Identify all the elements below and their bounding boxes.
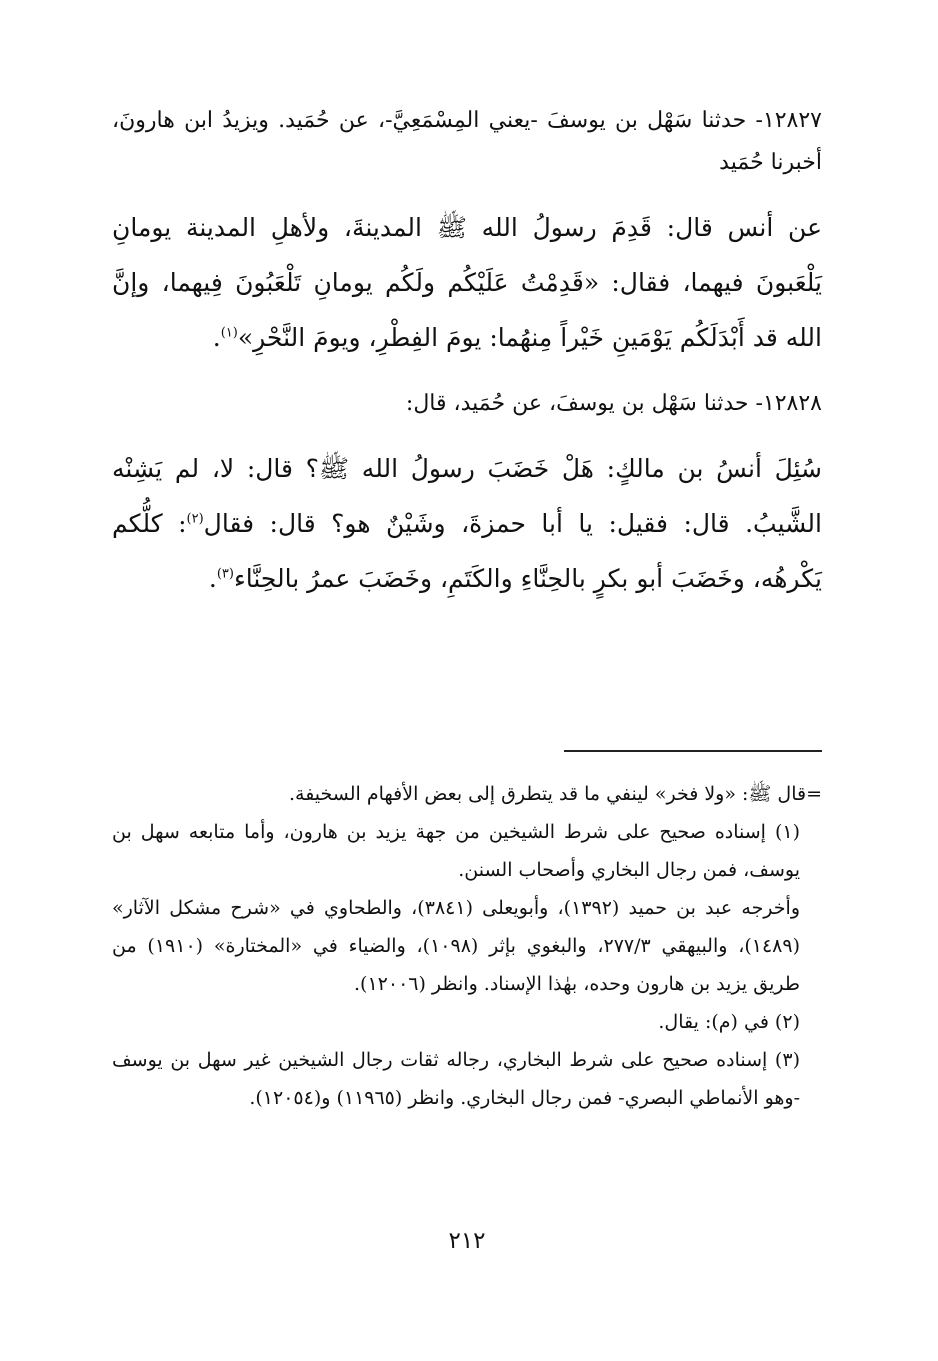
hadith-12827-isnad: ١٢٨٢٧- حدثنا سَهْل بن يوسفَ -يعني المِسْمَعِيَّ-، عن حُمَيد. ويزيدُ ابن هارونَ، أخبرنا حُمَيد <box>112 108 822 175</box>
footnote-separator <box>564 750 822 752</box>
footnote-continued: =قال ﷺ: «ولا فخر» لينفي ما قد يتطرق إلى بعض الأفهام السخيفة. <box>288 783 822 805</box>
hadith-12828-text <box>112 441 822 606</box>
hadith-12828-isnad: ١٢٨٢٨- حدثنا سَهْل بن يوسفَ، عن حُمَيد، قال: <box>405 391 822 416</box>
hadith-12827-end: . <box>212 323 221 352</box>
footnote-ref-1: (١) <box>220 325 238 341</box>
hadith-12827-matn: عن أنس قال: قَدِمَ رسولُ الله ﷺ المدينةَ، ولأهلِ المدينة يومانِ يَلْعَبونَ فيهما، فقال: «قَدِمْتُ عَلَيْكُم ولَكُم يومانِ تَلْعَبُونَ فِيهما، وإنَّ الله قد أَبْدَلَكُم يَوْمَينِ خَيْراً مِنهُما: يومَ الفِطْرِ، ويومَ النَّحْرِ» <box>112 213 822 352</box>
hadith-12827-text <box>112 200 822 365</box>
hadith-12828-end: . <box>208 564 217 593</box>
book-page <box>112 100 822 1340</box>
page-number: ٢١٢ <box>448 1228 486 1254</box>
footnote-3: (٣) إسناده صحيح على شرط البخاري، رجاله ثقات رجال الشيخين غير سهل بن يوسف -وهو الأنماطي البصري- فمن رجال البخاري. وانظر (١١٩٦٥) و(١٢٠٥٤). <box>112 1049 800 1109</box>
hadith-12828-matn-part1: سُئِلَ أنسُ بن مالكٍ: هَلْ خَضَبَ رسولُ الله ﷺ؟ قال: لا، لم يَشِنْه الشَّيبُ. قال: فقيل: يا أبا حمزةَ، وشَيْنٌ هو؟ قال: فقال <box>112 454 822 538</box>
footnote-ref-3: (٣) <box>216 566 234 582</box>
footnote-1: (١) إسناده صحيح على شرط الشيخين من جهة يزيد بن هارون، وأما متابعه سهل بن يوسف، فمن رجال البخاري وأصحاب السنن. <box>112 821 800 881</box>
footnotes <box>112 775 822 1117</box>
footnote-2: (٢) في (م): يقال. <box>658 1011 800 1033</box>
hadith-12828-matn-part2: : كلُّكم يَكْرهُه، وخَضَبَ أبو بكرٍ بالحِنَّاءِ والكَتَمِ، وخَضَبَ عمرُ بالحِنَّاء <box>112 509 822 593</box>
footnote-1-continued: وأخرجه عبد بن حميد (١٣٩٢)، وأبويعلى (٣٨٤١)، والطحاوي في «شرح مشكل الآثار» (١٤٨٩)، والبيهقي ٢٧٧/٣، والبغوي بإثر (١٠٩٨)، والضياء في «المختارة» (١٩١٠) من طريق يزيد بن هارون وحده، بهٰذا الإسناد. وانظر (١٢٠٠٦). <box>112 897 800 995</box>
footnote-ref-2: (٢) <box>186 511 204 527</box>
